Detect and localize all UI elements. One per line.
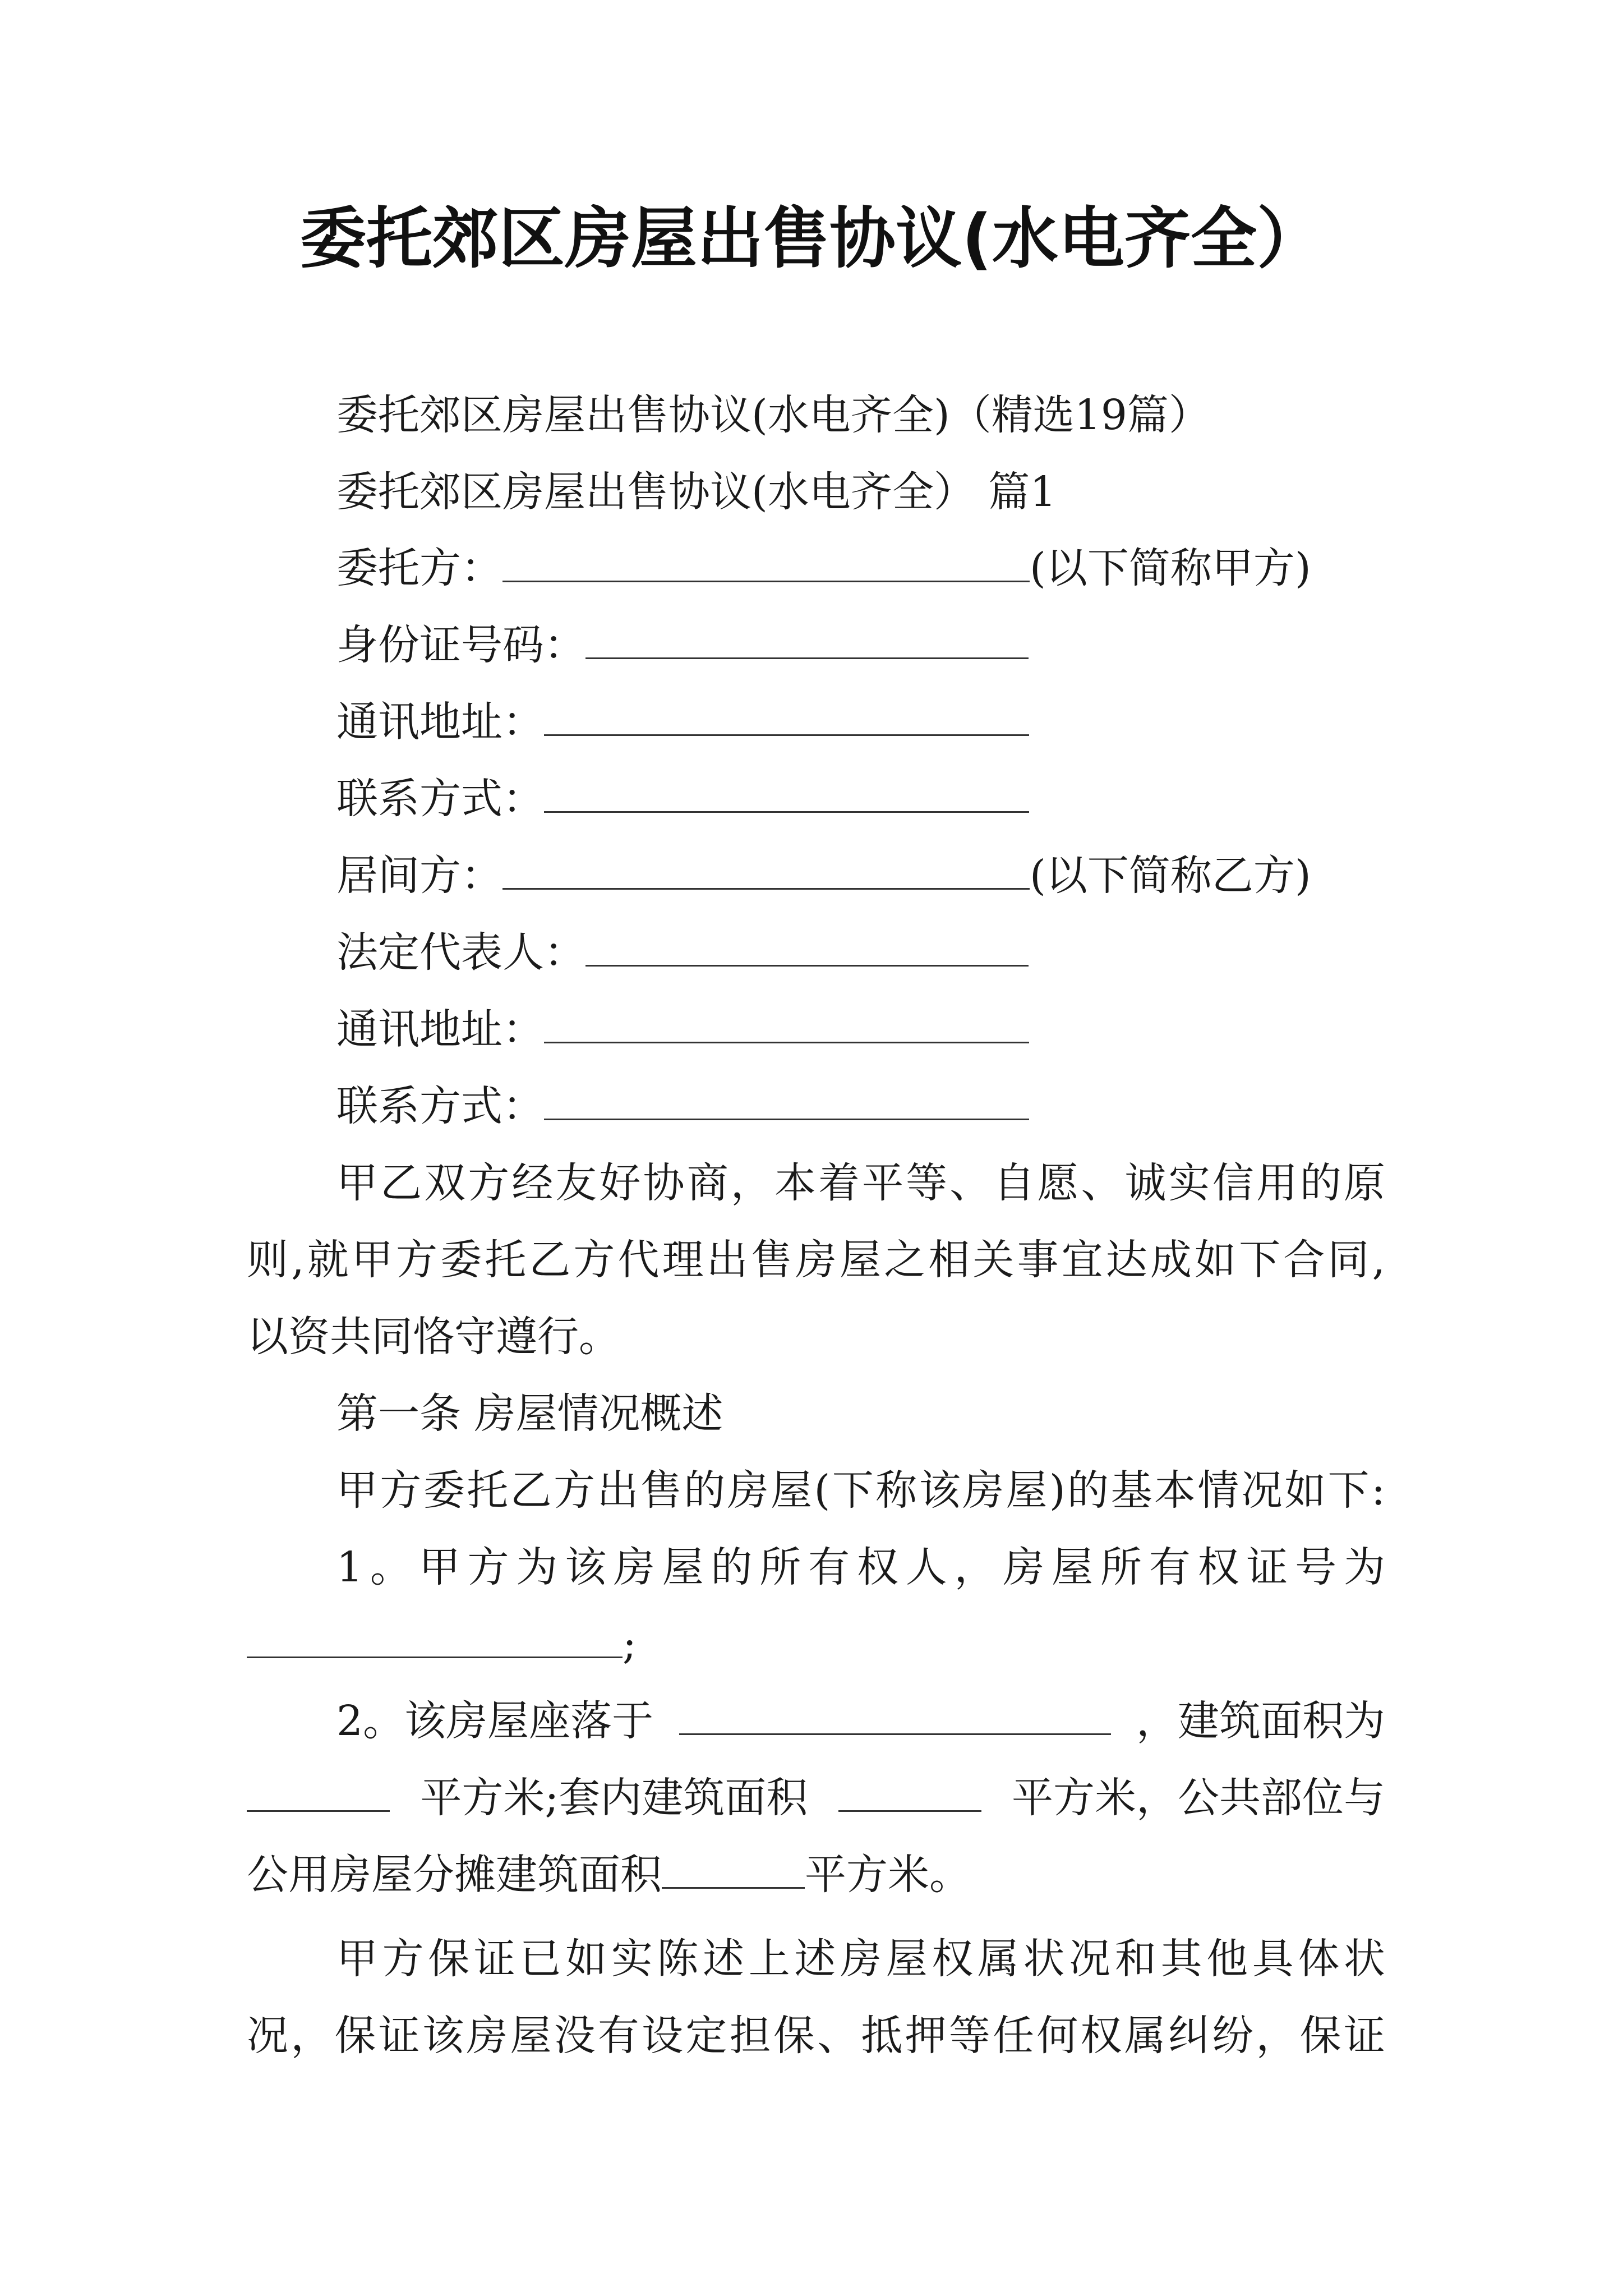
intro-line-1: 甲乙双方经友好协商，本着平等、自愿、诚实信用的原 (336, 1159, 1385, 1207)
agent-contact-row (336, 1078, 1029, 1134)
location-blank (679, 1693, 1111, 1735)
item2-area-label: ，建筑面积为 (1136, 1697, 1385, 1745)
item1-end: ; (623, 1620, 637, 1668)
client-suffix: (以下简称甲方) (1030, 544, 1311, 592)
inner-area-blank (838, 1770, 981, 1812)
client-label: 委托方： (336, 544, 502, 592)
client-address-blank (544, 694, 1029, 736)
client-id-blank (585, 617, 1029, 659)
item2-shared-unit: 平方米。 (805, 1851, 971, 1899)
article1-item2-line2 (247, 1770, 1385, 1826)
item2-public-label: 平方米，公共部位与 (1011, 1774, 1385, 1822)
agent-rep-label: 法定代表人： (336, 928, 585, 977)
agent-name-blank (502, 848, 1030, 890)
article1-item1-line1: 1。甲方为该房屋的所有权人，房屋所有权证号为 (336, 1543, 1385, 1591)
ownership-cert-blank (247, 1616, 623, 1658)
article1-heading: 第一条 房屋情况概述 (336, 1389, 723, 1438)
agent-suffix: (以下简称乙方) (1030, 852, 1311, 900)
article1-item2-line3 (247, 1847, 971, 1903)
guarantee-line-2: 况，保证该房屋没有设定担保、抵押等任何权属纠纷，保证 (247, 2012, 1385, 2060)
agent-contact-blank (544, 1078, 1029, 1120)
agent-contact-label: 联系方式： (336, 1082, 544, 1130)
agent-rep-blank (585, 924, 1029, 967)
agent-address-row (336, 1001, 1029, 1057)
client-contact-row (336, 771, 1029, 827)
item2-shared-label: 公用房屋分摊建筑面积 (247, 1851, 662, 1899)
client-id-label: 身份证号码： (336, 621, 585, 669)
item2-location-label: 2。该房屋座落于 (336, 1697, 654, 1745)
guarantee-line-1: 甲方保证已如实陈述上述房屋权属状况和其他具体状 (336, 1935, 1385, 1983)
agent-rep-row (336, 924, 1029, 981)
client-id-row (336, 617, 1029, 673)
client-name-blank (502, 540, 1030, 582)
agent-label: 居间方： (336, 852, 502, 900)
intro-line-2: 则,就甲方委托乙方代理出售房屋之相关事宜达成如下合同, (247, 1236, 1385, 1284)
agent-row (336, 848, 1311, 904)
article1-item2-line1 (336, 1693, 1385, 1749)
item2-inner-area-label: 平方米;套内建筑面积 (420, 1774, 808, 1822)
agent-address-blank (544, 1001, 1029, 1043)
client-address-row (336, 694, 1029, 750)
document-subtitle: 委托郊区房屋出售协议(水电齐全)（精选19篇） (336, 391, 1210, 439)
client-contact-blank (544, 771, 1029, 813)
client-address-label: 通讯地址： (336, 698, 544, 746)
article1-lead: 甲方委托乙方出售的房屋(下称该房屋)的基本情况如下: (336, 1466, 1385, 1515)
intro-line-3: 以资共同恪守遵行。 (247, 1313, 620, 1361)
building-area-blank (247, 1770, 390, 1812)
agent-address-label: 通讯地址： (336, 1005, 544, 1053)
client-contact-label: 联系方式： (336, 775, 544, 823)
section-heading: 委托郊区房屋出售协议(水电齐全） 篇1 (336, 468, 1057, 516)
article1-item1-line2 (247, 1616, 637, 1672)
client-row (336, 540, 1311, 596)
document-title: 委托郊区房屋出售协议(水电齐全） (300, 200, 1323, 277)
shared-area-blank (662, 1847, 805, 1889)
